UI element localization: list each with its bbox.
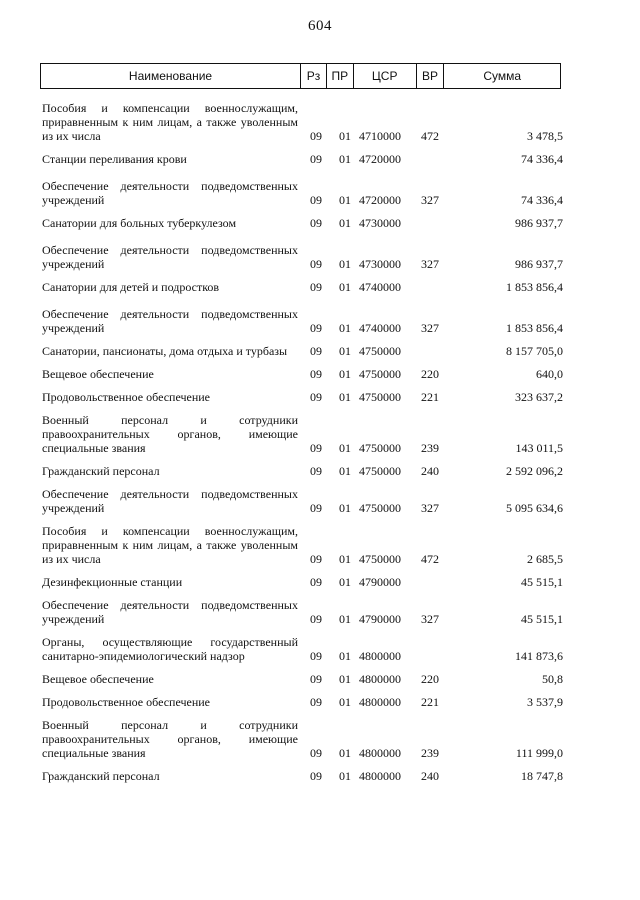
row-name: Пособия и компенсации военнослужащим, приравненным к ним лицам, а также уволенным из их числа [42,524,298,566]
row-vr: 220 [421,367,439,381]
row-pr: 01 [339,152,351,166]
row-pr: 01 [339,344,351,358]
row-pr: 01 [339,672,351,686]
row-name: Обеспечение деятельности подведомственных учреждений [42,487,298,515]
row-rz: 09 [310,464,322,478]
row-rz: 09 [310,612,322,626]
row-pr: 01 [339,216,351,230]
row-pr: 01 [339,390,351,404]
row-sum: 141 873,6 [515,649,563,663]
row-csr: 4750000 [359,464,401,478]
row-sum: 2 685,5 [527,552,563,566]
row-rz: 09 [310,193,322,207]
row-rz: 09 [310,367,322,381]
row-name: Гражданский персонал [42,769,160,783]
row-rz: 09 [310,152,322,166]
row-name: Обеспечение деятельности подведомственных учреждений [42,179,298,207]
row-csr: 4790000 [359,612,401,626]
row-csr: 4710000 [359,129,401,143]
row-pr: 01 [339,612,351,626]
row-csr: 4800000 [359,672,401,686]
row-sum: 986 937,7 [515,216,563,230]
row-csr: 4800000 [359,695,401,709]
row-name: Санатории для детей и подростков [42,280,220,294]
row-pr: 01 [339,321,351,335]
row-name: Обеспечение деятельности подведомственных учреждений [42,243,298,271]
header-sum: Сумма [443,64,560,88]
row-csr: 4750000 [359,501,401,515]
row-vr: 472 [421,129,439,143]
row-rz: 09 [310,280,322,294]
row-rz: 09 [310,129,322,143]
table-row [42,464,563,478]
table-row [42,344,563,358]
row-pr: 01 [339,193,351,207]
row-vr: 239 [421,746,439,760]
table-header [40,63,561,89]
table-row [42,179,563,207]
table-row [42,413,563,455]
row-sum: 986 937,7 [515,257,563,271]
row-name: Обеспечение деятельности подведомственных учреждений [42,307,298,335]
row-pr: 01 [339,367,351,381]
row-sum: 323 637,2 [515,390,563,404]
row-name: Санатории для больных туберкулезом [42,216,237,230]
row-vr: 221 [421,695,439,709]
row-name: Продовольственное обеспечение [42,390,210,404]
row-csr: 4750000 [359,390,401,404]
header-name: Наименование [128,69,213,83]
row-sum: 1 853 856,4 [506,280,563,294]
row-name: Пособия и компенсации военнослужащим, приравненным к ним лицам, а также уволенным из их числа [42,101,298,143]
row-name: Органы, осуществляющие государственный санитарно-эпидемиологический надзор [42,635,298,663]
row-csr: 4750000 [359,344,401,358]
row-name: Продовольственное обеспечение [42,695,210,709]
row-sum: 2 592 096,2 [506,464,563,478]
row-name: Вещевое обеспечение [42,672,154,686]
row-sum: 1 853 856,4 [506,321,563,335]
row-rz: 09 [310,321,322,335]
row-name: Гражданский персонал [42,464,160,478]
row-rz: 09 [310,390,322,404]
row-pr: 01 [339,695,351,709]
row-vr: 327 [421,612,439,626]
table-row [42,280,563,294]
row-vr: 327 [421,193,439,207]
row-vr: 327 [421,257,439,271]
row-pr: 01 [339,769,351,783]
row-pr: 01 [339,649,351,663]
row-rz: 09 [310,575,322,589]
row-vr: 472 [421,552,439,566]
row-vr: 327 [421,501,439,515]
row-sum: 640,0 [536,367,563,381]
table-body [42,92,563,783]
row-sum: 3 537,9 [527,695,563,709]
table-row [42,695,563,709]
row-rz: 09 [310,695,322,709]
row-pr: 01 [339,464,351,478]
table-row [42,524,563,566]
table-row [42,575,563,589]
row-rz: 09 [310,441,322,455]
row-csr: 4730000 [359,257,401,271]
table-row [42,487,563,515]
table-row [42,307,563,335]
table-row [42,635,563,663]
row-sum: 18 747,8 [521,769,563,783]
row-sum: 50,8 [542,672,563,686]
row-sum: 74 336,4 [521,152,563,166]
page-number: 604 [308,18,332,34]
row-name: Военный персонал и сотрудники правоохранительных органов, имеющие специальные звания [42,718,298,760]
row-sum: 111 999,0 [515,746,563,760]
row-sum: 143 011,5 [515,441,563,455]
row-rz: 09 [310,769,322,783]
row-pr: 01 [339,280,351,294]
table-row [42,216,563,230]
row-sum: 74 336,4 [521,193,563,207]
table-row [42,367,563,381]
row-sum: 3 478,5 [527,129,563,143]
row-rz: 09 [310,649,322,663]
row-name: Санатории, пансионаты, дома отдыха и турбазы [42,344,288,358]
row-csr: 4730000 [359,216,401,230]
row-name: Военный персонал и сотрудники правоохранительных органов, имеющие специальные звания [42,413,298,455]
table-row [42,718,563,760]
row-pr: 01 [339,501,351,515]
table-row [42,769,563,783]
row-vr: 240 [421,464,439,478]
table-row [42,101,563,143]
row-name: Обеспечение деятельности подведомственных учреждений [42,598,298,626]
row-csr: 4750000 [359,552,401,566]
row-vr: 239 [421,441,439,455]
header-csr: ЦСР [353,64,416,88]
row-name: Дезинфекционные станции [42,575,183,589]
row-csr: 4720000 [359,193,401,207]
table-row [42,598,563,626]
row-sum: 45 515,1 [521,612,563,626]
row-csr: 4750000 [359,367,401,381]
row-pr: 01 [339,257,351,271]
row-name: Станции переливания крови [42,152,187,166]
row-rz: 09 [310,501,322,515]
row-vr: 240 [421,769,439,783]
row-rz: 09 [310,552,322,566]
table-row [42,672,563,686]
row-csr: 4790000 [359,575,401,589]
row-csr: 4750000 [359,441,401,455]
row-sum: 45 515,1 [521,575,563,589]
row-vr: 221 [421,390,439,404]
row-rz: 09 [310,344,322,358]
row-sum: 8 157 705,0 [506,344,563,358]
row-pr: 01 [339,552,351,566]
row-pr: 01 [339,129,351,143]
row-csr: 4800000 [359,649,401,663]
row-pr: 01 [339,575,351,589]
row-vr: 220 [421,672,439,686]
row-pr: 01 [339,746,351,760]
row-name: Вещевое обеспечение [42,367,154,381]
table-row [42,152,563,166]
row-pr: 01 [339,441,351,455]
header-vr: ВР [416,64,444,88]
row-csr: 4800000 [359,769,401,783]
row-rz: 09 [310,672,322,686]
row-csr: 4740000 [359,321,401,335]
row-csr: 4740000 [359,280,401,294]
row-rz: 09 [310,746,322,760]
row-csr: 4800000 [359,746,401,760]
row-vr: 327 [421,321,439,335]
header-pr: ПР [326,64,353,88]
row-rz: 09 [310,216,322,230]
header-rz: Рз [300,64,326,88]
table-row [42,390,563,404]
row-sum: 5 095 634,6 [506,501,563,515]
row-rz: 09 [310,257,322,271]
table-row [42,243,563,271]
row-csr: 4720000 [359,152,401,166]
